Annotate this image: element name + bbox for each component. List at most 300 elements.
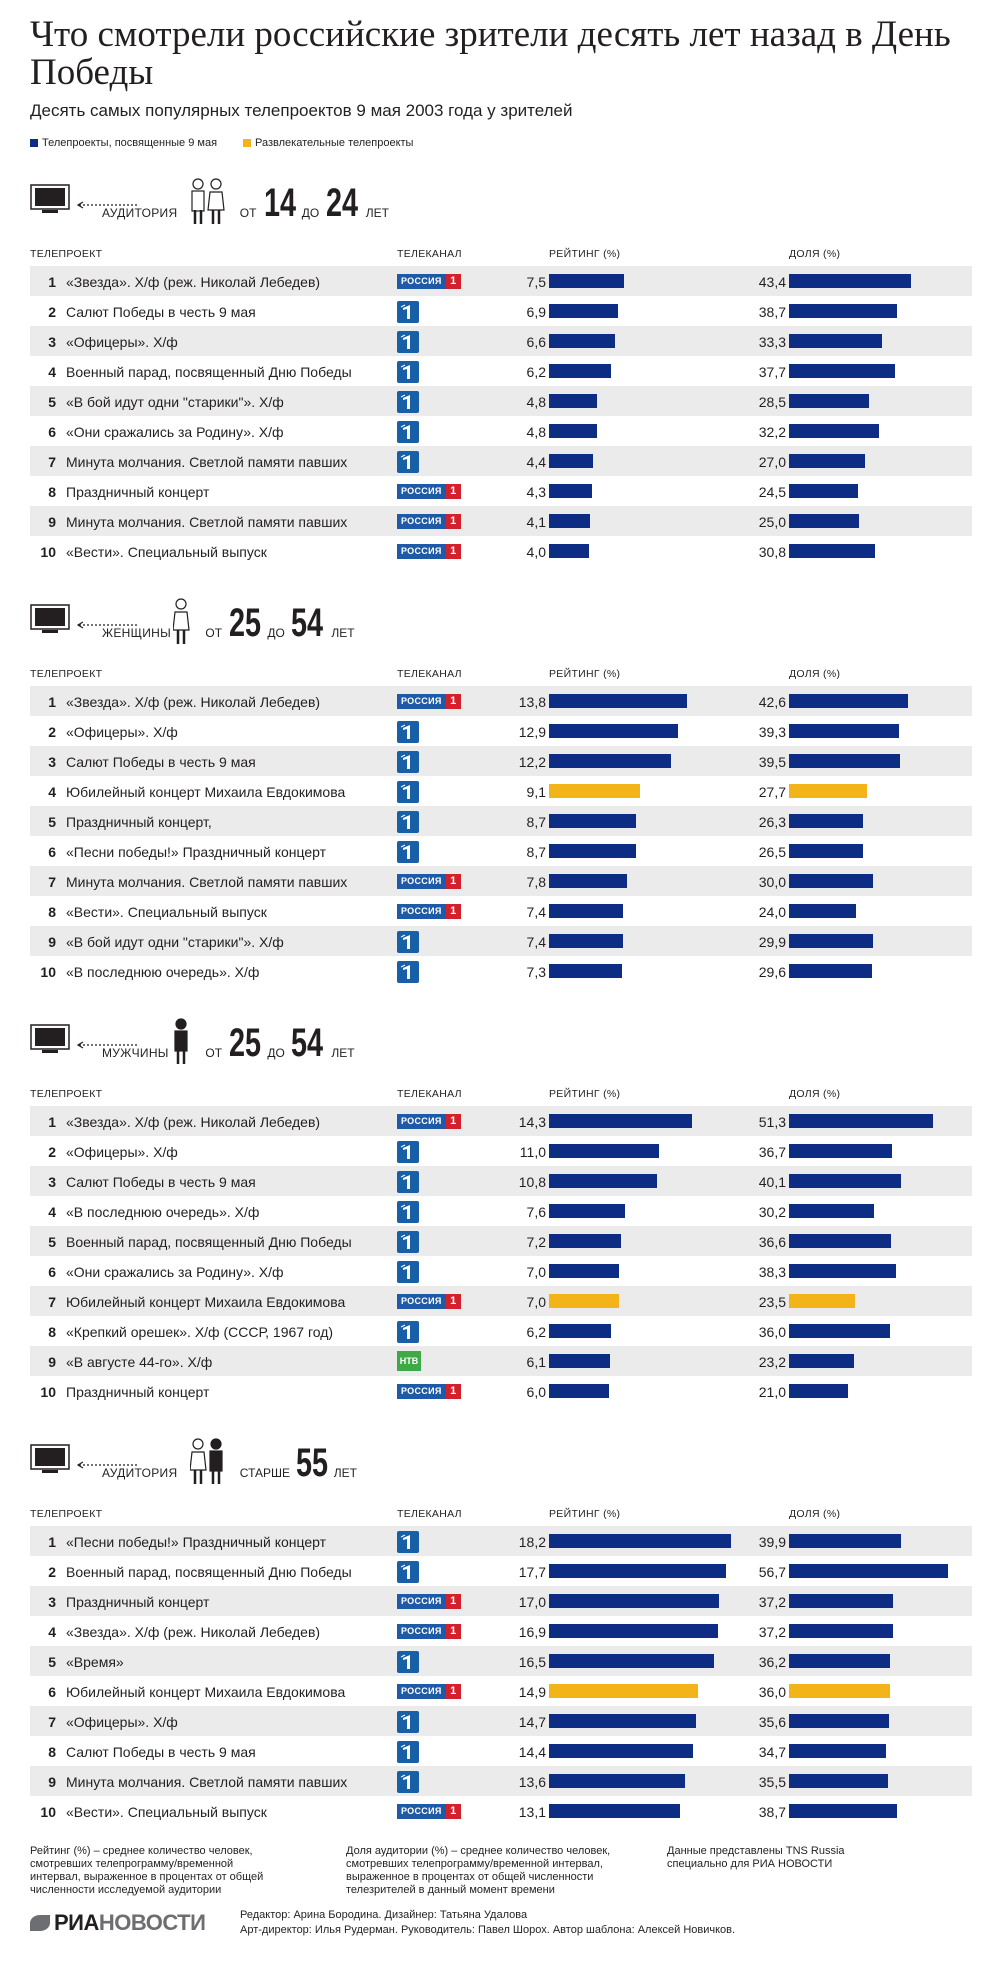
row-rank: 3 (48, 754, 56, 770)
rating-bar (549, 784, 640, 798)
first-channel-logo-icon (397, 781, 419, 801)
rating-bar (549, 544, 589, 558)
row-share-value: 29,9 (758, 934, 786, 950)
row-program-name: Минута молчания. Светлой памяти павших (66, 454, 348, 470)
row-rating-value: 9,1 (526, 784, 546, 800)
russia1-logo-number: 1 (446, 694, 461, 709)
rating-bar (549, 724, 678, 738)
table-row (30, 1556, 972, 1586)
row-share-value: 21,0 (758, 1384, 786, 1400)
russia1-logo-text: РОССИЯ (397, 694, 446, 709)
column-header-share: ДОЛЯ (%) (789, 1088, 841, 1100)
russia1-logo-number: 1 (446, 874, 461, 889)
russia1-logo-text: РОССИЯ (397, 274, 446, 289)
row-rating-value: 6,2 (526, 364, 546, 380)
rating-bar (549, 514, 590, 528)
row-share-value: 26,5 (758, 844, 786, 860)
row-rating-value: 11,0 (519, 1144, 546, 1160)
page-subtitle: Десять самых популярных телепроектов 9 мая 2003 года у зрителей (30, 101, 573, 120)
table-row (30, 1796, 972, 1826)
row-rank: 2 (48, 724, 56, 740)
row-rank: 4 (48, 784, 56, 800)
row-share-value: 56,7 (758, 1564, 786, 1580)
row-program-name: «В последнюю очередь». Х/ф (66, 964, 260, 980)
russia1-logo-number: 1 (446, 1114, 461, 1129)
row-program-name: «Звезда». Х/ф (реж. Николай Лебедев) (66, 694, 321, 710)
column-header-channel: ТЕЛЕКАНАЛ (397, 1508, 462, 1520)
age-unit-label: ЛЕТ (331, 1046, 355, 1060)
row-rating-value: 7,2 (526, 1234, 546, 1250)
russia1-logo-text: РОССИЯ (397, 1804, 446, 1819)
rating-bar (549, 964, 622, 978)
rating-bar (549, 1354, 610, 1368)
row-rank: 5 (48, 814, 56, 830)
first-channel-logo-icon (397, 1771, 419, 1791)
row-share-value: 37,2 (758, 1624, 786, 1640)
russia1-logo-box (397, 1683, 461, 1701)
table-row (30, 1676, 972, 1706)
rating-bar (549, 1234, 621, 1248)
row-rank: 8 (48, 904, 56, 920)
row-rank: 8 (48, 1324, 56, 1340)
tv-icon (30, 1024, 70, 1052)
row-program-name: «Они сражались за Родину». Х/ф (66, 1264, 284, 1280)
table-row (30, 536, 972, 566)
russia1-logo-number: 1 (446, 514, 461, 529)
rating-bar (549, 1114, 692, 1128)
russia1-logo-icon (397, 691, 461, 711)
rating-bar (549, 1264, 619, 1278)
age-from-label: ОТ (239, 206, 257, 220)
rating-bar (549, 1744, 693, 1758)
row-program-name: Военный парад, посвященный Дню Победы (66, 1564, 352, 1580)
row-rank: 4 (48, 1204, 56, 1220)
audience-label: АУДИТОРИЯ (102, 1466, 178, 1480)
table-row (30, 896, 972, 926)
share-bar (789, 544, 875, 558)
row-program-name: Юбилейный концерт Михаила Евдокимова (66, 1684, 346, 1700)
first-channel-logo-icon (397, 931, 419, 951)
rating-bar (549, 1684, 698, 1698)
first-channel-logo-icon (397, 391, 419, 411)
row-program-name: Салют Победы в честь 9 мая (66, 1744, 256, 1760)
table-row (30, 416, 972, 446)
arrow-left-icon (77, 616, 137, 622)
legend-swatch-victory (30, 139, 38, 147)
rating-bar (549, 1624, 718, 1638)
share-bar (789, 724, 899, 738)
row-rank: 2 (48, 1564, 56, 1580)
row-rating-value: 17,7 (518, 1564, 546, 1580)
russia1-logo-box (397, 1113, 461, 1131)
legend-swatch-entertainment (243, 139, 251, 147)
table-row (30, 296, 972, 326)
age-from-value: 14 (263, 181, 296, 225)
row-rank: 9 (48, 1774, 56, 1790)
row-share-value: 39,5 (758, 754, 786, 770)
first-channel-logo-icon (397, 1141, 419, 1161)
row-program-name: «Офицеры». Х/ф (66, 334, 178, 350)
age-to-label: ДО (267, 626, 285, 640)
table-row (30, 836, 972, 866)
first-channel-logo-icon (397, 1741, 419, 1761)
row-program-name: Юбилейный концерт Михаила Евдокимова (66, 784, 346, 800)
row-rank: 2 (48, 1144, 56, 1160)
row-rank: 1 (48, 274, 56, 290)
share-bar (789, 424, 879, 438)
rating-bar (549, 904, 623, 918)
row-program-name: «Вести». Специальный выпуск (66, 544, 267, 560)
russia1-logo-icon (397, 1111, 461, 1131)
rating-bar (549, 364, 611, 378)
russia1-logo-box (397, 543, 461, 561)
row-rank: 10 (40, 1804, 56, 1820)
table-row (30, 266, 972, 296)
russia1-logo-text: РОССИЯ (397, 1624, 446, 1639)
row-rank: 4 (48, 1624, 56, 1640)
rating-bar (549, 1174, 657, 1188)
russia1-logo-icon (397, 511, 461, 531)
row-rating-value: 7,4 (526, 904, 546, 920)
row-rating-value: 13,8 (518, 694, 546, 710)
row-share-value: 37,2 (758, 1594, 786, 1610)
age-from-label: ОТ (205, 626, 223, 640)
table-row (30, 1376, 972, 1406)
share-bar (789, 754, 900, 768)
row-program-name: «Они сражались за Родину». Х/ф (66, 424, 284, 440)
footnote-share: Доля аудитории (%) – среднее количество человек, смотревших телепрограмму/временной интервал, выраженное в процентах от общей численности телезрителей в данный момент времени (346, 1845, 611, 1896)
row-rank: 5 (48, 1234, 56, 1250)
row-share-value: 37,7 (758, 364, 786, 380)
row-share-value: 32,2 (758, 424, 786, 440)
ranking-table (30, 266, 972, 566)
share-bar (789, 1684, 890, 1698)
russia1-logo-box (397, 483, 461, 501)
row-share-value: 28,5 (758, 394, 786, 410)
row-rating-value: 16,5 (518, 1654, 546, 1670)
russia1-logo-box (397, 273, 461, 291)
russia1-logo-icon (397, 901, 461, 921)
russia1-logo-text: РОССИЯ (397, 1384, 446, 1399)
row-rating-value: 6,9 (526, 304, 546, 320)
row-rating-value: 14,4 (518, 1744, 546, 1760)
russia1-logo-box (397, 1293, 461, 1311)
table-row (30, 386, 972, 416)
column-header-channel: ТЕЛЕКАНАЛ (397, 1088, 462, 1100)
russia1-logo-box (397, 1593, 461, 1611)
row-share-value: 30,0 (758, 874, 786, 890)
age-from-value: 25 (229, 601, 262, 645)
row-rating-value: 6,0 (526, 1384, 546, 1400)
audience-label: МУЖЧИНЫ (102, 1046, 169, 1060)
row-program-name: «Вести». Специальный выпуск (66, 904, 267, 920)
rating-bar (549, 1714, 696, 1728)
tv-icon (30, 604, 70, 632)
rating-bar (549, 274, 624, 288)
row-share-value: 36,0 (758, 1324, 786, 1340)
row-rating-value: 4,0 (526, 544, 546, 560)
russia1-logo-box (397, 1803, 461, 1821)
row-rating-value: 10,8 (518, 1174, 546, 1190)
ranking-table (30, 686, 972, 986)
russia1-logo-text: РОССИЯ (397, 484, 446, 499)
first-channel-logo-icon (397, 1171, 419, 1191)
share-bar (789, 1204, 874, 1218)
row-share-value: 26,3 (758, 814, 786, 830)
row-share-value: 36,7 (758, 1144, 786, 1160)
russia1-logo-text: РОССИЯ (397, 904, 446, 919)
table-row (30, 956, 972, 986)
share-bar (789, 1804, 897, 1818)
rating-bar (549, 1654, 714, 1668)
russia1-logo-icon (397, 1381, 461, 1401)
row-share-value: 38,7 (758, 1804, 786, 1820)
first-channel-logo-icon (397, 331, 419, 351)
row-share-value: 39,3 (758, 724, 786, 740)
table-row (30, 1166, 972, 1196)
column-header-project: ТЕЛЕПРОЕКТ (30, 668, 103, 680)
row-share-value: 34,7 (758, 1744, 786, 1760)
row-rating-value: 7,5 (526, 274, 546, 290)
row-program-name: «Песни победы!» Праздничный концерт (66, 1534, 327, 1550)
first-channel-logo-icon (397, 841, 419, 861)
table-row (30, 506, 972, 536)
row-rank: 10 (40, 544, 56, 560)
table-row (30, 1226, 972, 1256)
row-rating-value: 6,6 (526, 334, 546, 350)
first-channel-logo-icon (397, 811, 419, 831)
row-program-name: Минута молчания. Светлой памяти павших (66, 1774, 348, 1790)
rating-bar (549, 1294, 619, 1308)
row-share-value: 27,0 (758, 454, 786, 470)
section-header (30, 1018, 930, 1078)
first-channel-logo-icon (397, 721, 419, 741)
table-row (30, 1256, 972, 1286)
row-rank: 3 (48, 1594, 56, 1610)
russia1-logo-text: РОССИЯ (397, 1594, 446, 1609)
rating-bar (549, 1384, 609, 1398)
row-rank: 4 (48, 364, 56, 380)
row-program-name: Праздничный концерт (66, 1384, 210, 1400)
rating-bar (549, 1594, 719, 1608)
share-bar (789, 964, 872, 978)
row-program-name: «Звезда». Х/ф (реж. Николай Лебедев) (66, 274, 321, 290)
russia1-logo-icon (397, 1801, 461, 1821)
row-program-name: Военный парад, посвященный Дню Победы (66, 364, 352, 380)
share-bar (789, 514, 859, 528)
row-share-value: 30,2 (758, 1204, 786, 1220)
share-bar (789, 1144, 892, 1158)
age-from-value: 55 (295, 1441, 328, 1485)
first-channel-logo-icon (397, 1261, 419, 1281)
table-row (30, 1526, 972, 1556)
row-share-value: 51,3 (758, 1114, 786, 1130)
row-share-value: 25,0 (758, 514, 786, 530)
section-header (30, 178, 930, 238)
people-icon (190, 1438, 226, 1486)
table-row (30, 1196, 972, 1226)
share-bar (789, 334, 882, 348)
row-program-name: Военный парад, посвященный Дню Победы (66, 1234, 352, 1250)
row-rating-value: 14,3 (518, 1114, 546, 1130)
age-unit-label: ЛЕТ (333, 1466, 358, 1480)
row-program-name: «Звезда». Х/ф (реж. Николай Лебедев) (66, 1624, 321, 1640)
share-bar (789, 1774, 888, 1788)
russia1-logo-number: 1 (446, 484, 461, 499)
row-share-value: 39,9 (758, 1534, 786, 1550)
legend (30, 137, 431, 149)
row-program-name: «В бой идут одни "старики"». Х/ф (66, 394, 284, 410)
ranking-table (30, 1526, 972, 1826)
row-rating-value: 7,0 (526, 1294, 546, 1310)
share-bar (789, 1744, 886, 1758)
row-share-value: 36,6 (758, 1234, 786, 1250)
row-rating-value: 14,7 (518, 1714, 546, 1730)
row-rank: 6 (48, 844, 56, 860)
row-rating-value: 12,2 (518, 754, 546, 770)
share-bar (789, 1294, 855, 1308)
age-unit-label: ЛЕТ (365, 206, 390, 220)
age-to-value: 54 (291, 601, 324, 645)
row-share-value: 29,6 (758, 964, 786, 980)
row-rating-value: 12,9 (518, 724, 546, 740)
row-rating-value: 4,8 (526, 424, 546, 440)
section-header (30, 1438, 930, 1498)
row-rank: 9 (48, 514, 56, 530)
table-row (30, 1316, 972, 1346)
row-rating-value: 6,2 (526, 1324, 546, 1340)
row-rating-value: 16,9 (518, 1624, 546, 1640)
tv-icon (30, 1444, 70, 1472)
rating-bar (549, 1144, 659, 1158)
table-row (30, 926, 972, 956)
row-share-value: 30,8 (758, 544, 786, 560)
rating-bar (549, 874, 627, 888)
row-program-name: Салют Победы в честь 9 мая (66, 304, 256, 320)
share-bar (789, 274, 911, 288)
rating-bar (549, 484, 592, 498)
first-channel-logo-icon (397, 751, 419, 771)
row-program-name: «Песни победы!» Праздничный концерт (66, 844, 327, 860)
table-row (30, 1646, 972, 1676)
russia1-logo-icon (397, 871, 461, 891)
first-channel-logo-icon (397, 1231, 419, 1251)
row-rank: 5 (48, 1654, 56, 1670)
row-rank: 6 (48, 1264, 56, 1280)
row-share-value: 38,3 (758, 1264, 786, 1280)
rating-bar (549, 304, 618, 318)
row-rating-value: 7,6 (526, 1204, 546, 1220)
people-icon (190, 178, 226, 226)
rating-bar (549, 454, 593, 468)
russia1-logo-box (397, 513, 461, 531)
share-bar (789, 1234, 891, 1248)
rating-bar (549, 1534, 731, 1548)
row-rank: 6 (48, 1684, 56, 1700)
russia1-logo-box (397, 873, 461, 891)
column-header-share: ДОЛЯ (%) (789, 1508, 841, 1520)
rating-bar (549, 814, 636, 828)
ria-logo-part2: НОВОСТИ (98, 1910, 206, 1935)
russia1-logo-number: 1 (446, 544, 461, 559)
share-bar (789, 1564, 948, 1578)
legend-label-victory: Телепроекты, посвященные 9 мая (42, 137, 218, 149)
rating-bar (549, 934, 623, 948)
age-from-label: ОТ (205, 1046, 223, 1060)
rating-bar (549, 844, 636, 858)
row-share-value: 27,7 (758, 784, 786, 800)
row-rating-value: 4,4 (526, 454, 546, 470)
rating-bar (549, 1204, 625, 1218)
russia1-logo-icon (397, 1681, 461, 1701)
russia1-logo-icon (397, 271, 461, 291)
age-to-value: 24 (325, 181, 358, 225)
row-program-name: «Вести». Специальный выпуск (66, 1804, 267, 1820)
row-rating-value: 8,7 (526, 814, 546, 830)
rating-bar (549, 334, 615, 348)
russia1-logo-number: 1 (446, 1384, 461, 1399)
share-bar (789, 694, 908, 708)
share-bar (789, 454, 865, 468)
share-bar (789, 1114, 933, 1128)
row-rating-value: 8,7 (526, 844, 546, 860)
russia1-logo-icon (397, 1591, 461, 1611)
column-header-project: ТЕЛЕПРОЕКТ (30, 248, 103, 260)
russia1-logo-text: РОССИЯ (397, 1684, 446, 1699)
row-rank: 10 (40, 1384, 56, 1400)
legend-label-entertainment: Развлекательные телепроекты (255, 137, 414, 149)
russia1-logo-icon (397, 1621, 461, 1641)
age-to-label: ДО (267, 1046, 285, 1060)
russia1-logo-number: 1 (446, 1624, 461, 1639)
column-header-rating: РЕЙТИНГ (%) (549, 248, 621, 260)
row-rating-value: 7,4 (526, 934, 546, 950)
row-share-value: 35,6 (758, 1714, 786, 1730)
first-channel-logo-icon (397, 451, 419, 471)
table-row (30, 356, 972, 386)
first-channel-logo-icon (397, 301, 419, 321)
row-share-value: 36,2 (758, 1654, 786, 1670)
share-bar (789, 364, 895, 378)
russia1-logo-icon (397, 481, 461, 501)
rating-bar (549, 1324, 611, 1338)
row-rank: 3 (48, 1174, 56, 1190)
table-row (30, 1346, 972, 1376)
rating-bar (549, 694, 687, 708)
row-program-name: «В последнюю очередь». Х/ф (66, 1204, 260, 1220)
row-rating-value: 4,3 (526, 484, 546, 500)
chart-section-1 (0, 178, 998, 578)
ria-novosti-logo (30, 1910, 205, 1936)
ntv-logo-text: НТВ (397, 1351, 421, 1371)
row-rating-value: 18,2 (518, 1534, 546, 1550)
row-program-name: «Офицеры». Х/ф (66, 1144, 178, 1160)
russia1-logo-number: 1 (446, 1594, 461, 1609)
share-bar (789, 1324, 890, 1338)
row-share-value: 42,6 (758, 694, 786, 710)
table-row (30, 476, 972, 506)
row-program-name: Праздничный концерт (66, 484, 210, 500)
share-bar (789, 904, 856, 918)
footnote-source: Данные представлены TNS Russia специально для РИА НОВОСТИ (667, 1845, 845, 1870)
credit-line-1: Редактор: Арина Бородина. Дизайнер: Татьяна Удалова (240, 1909, 528, 1921)
share-bar (789, 1624, 893, 1638)
row-rank: 7 (48, 1714, 56, 1730)
table-row (30, 1706, 972, 1736)
ntv-logo-icon (397, 1351, 421, 1371)
credit-line-2: Арт-директор: Илья Рудерман. Руководитель: Павел Шорох. Автор шаблона: Алексей Новичков. (240, 1924, 736, 1936)
row-program-name: «Звезда». Х/ф (реж. Николай Лебедев) (66, 1114, 321, 1130)
